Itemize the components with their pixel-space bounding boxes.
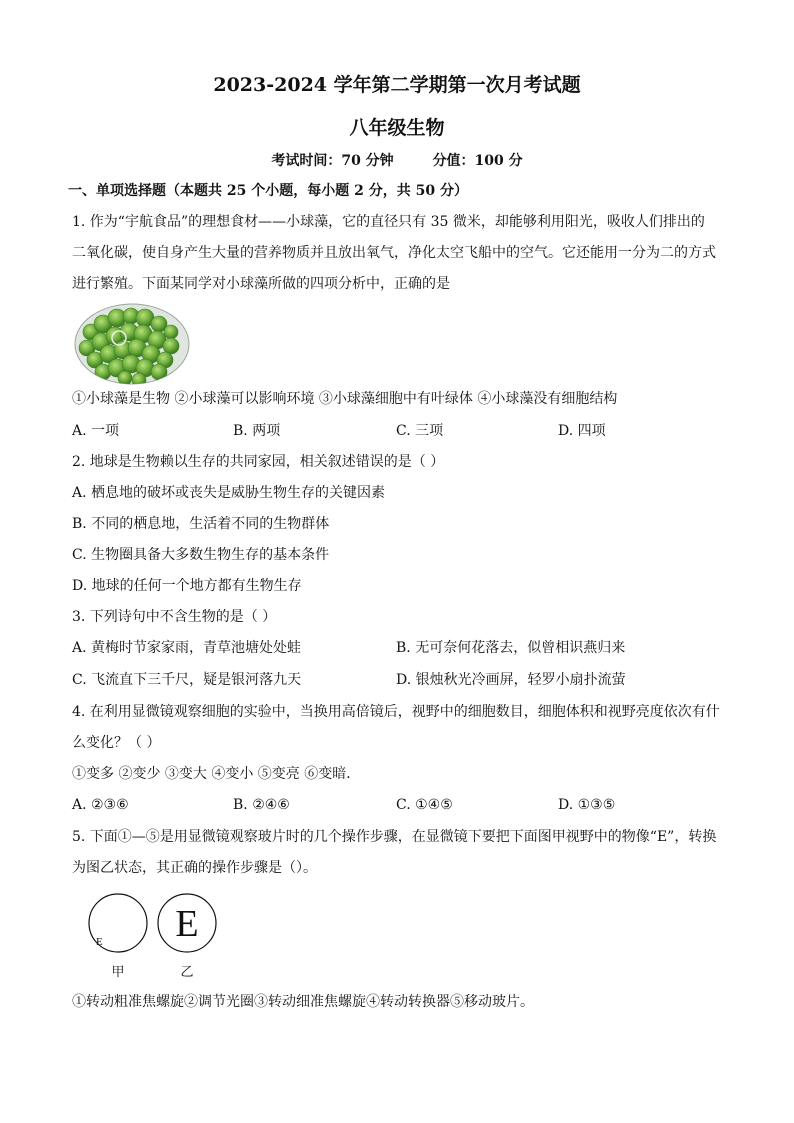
q1-option-a[interactable]: A. 一项: [72, 423, 120, 439]
chlorella-microscope-image: [73, 302, 191, 386]
exam-time: 考试时间：70 分钟: [271, 153, 394, 169]
q2-option-b[interactable]: B. 不同的栖息地，生活着不同的生物群体: [72, 516, 330, 532]
q3-option-b[interactable]: B. 无可奈何花落去，似曾相识燕归来: [396, 640, 626, 656]
q1-option-b[interactable]: B. 两项: [233, 423, 281, 439]
q2-option-c[interactable]: C. 生物圈具备大多数生物生存的基本条件: [72, 547, 330, 563]
q4-option-b[interactable]: B. ②④⑥: [233, 797, 290, 813]
exam-subject: 八年级生物: [349, 117, 445, 139]
microscope-field-figure: [86, 890, 226, 980]
q5-steps: ①转动粗准焦螺旋②调节光圈③转动细准焦螺旋④转动转换器⑤移动玻片。: [72, 994, 534, 1010]
algae-cell: [151, 364, 167, 380]
q4-option-a[interactable]: A. ②③⑥: [72, 797, 129, 813]
q5-stem-line-2: 为图乙状态，其正确的操作步骤是（）。: [72, 860, 317, 876]
q4-option-d[interactable]: D. ①③⑤: [558, 797, 616, 813]
q4-items: ①变多 ②变少 ③变大 ④变小 ⑤变亮 ⑥变暗．: [72, 766, 361, 782]
q2-option-d[interactable]: D. 地球的任何一个地方都有生物生存: [72, 578, 302, 594]
q3-stem: 3. 下列诗句中不含生物的是（ ）: [72, 609, 277, 625]
exam-title: 2023-2024 学年第二学期第一次月考试题: [213, 74, 581, 96]
algae-cell: [163, 338, 179, 354]
q1-stem-line-1: 1. 作为“宇航食品”的理想食材——小球藻，它的直径只有 35 微米，却能够利用阳光，吸收人们排出的: [72, 214, 705, 230]
exam-score: 分值：100 分: [432, 153, 523, 169]
q2-option-a[interactable]: A. 栖息地的破坏或丧失是威胁生物生存的关键因素: [72, 485, 386, 501]
field-letter-small: E: [96, 936, 103, 948]
q2-stem: 2. 地球是生物赖以生存的共同家园，相关叙述错误的是（ ）: [72, 454, 445, 470]
label-jia: 甲: [111, 965, 125, 980]
section-heading: 一、单项选择题（本题共 25 个小题，每小题 2 分，共 50 分）: [68, 183, 468, 199]
q1-option-c[interactable]: C. 三项: [396, 423, 444, 439]
q1-stem-line-2: 二氧化碳，使自身产生大量的营养物质并且放出氧气，净化太空飞船中的空气。它还能用一分为二的方式: [72, 245, 716, 261]
exam-meta: [0, 150, 794, 170]
q5-stem-line-1: 5. 下面①—⑤是用显微镜观察玻片时的几个操作步骤，在显微镜下要把下面图甲视野中的物像“E”，转换: [72, 829, 717, 845]
q3-option-c[interactable]: C. 飞流直下三千尺，疑是银河落九天: [72, 672, 302, 688]
q3-option-d[interactable]: D. 银烛秋光冷画屏，轻罗小扇扑流萤: [396, 672, 626, 688]
algae-cell: [164, 325, 178, 339]
q4-option-c[interactable]: C. ①④⑤: [396, 797, 453, 813]
q1-stem-line-3: 进行繁殖。下面某同学对小球藻所做的四项分析中，正确的是: [72, 276, 450, 292]
q3-option-a[interactable]: A. 黄梅时节家家雨，青草池塘处处蛙: [72, 640, 302, 656]
q1-option-d[interactable]: D. 四项: [558, 423, 606, 439]
q4-stem-line-1: 4. 在利用显微镜观察细胞的实验中，当换用高倍镜后，视野中的细胞数目，细胞体积和视野亮度依次有什: [72, 704, 720, 720]
q4-stem-line-2: 么变化？（ ）: [72, 735, 161, 751]
algae-cell: [118, 371, 132, 385]
q1-statements: ①小球藻是生物 ②小球藻可以影响环境 ③小球藻细胞中有叶绿体 ④小球藻没有细胞结构: [72, 391, 618, 407]
label-yi: 乙: [180, 965, 194, 980]
field-letter-large: E: [175, 903, 199, 945]
